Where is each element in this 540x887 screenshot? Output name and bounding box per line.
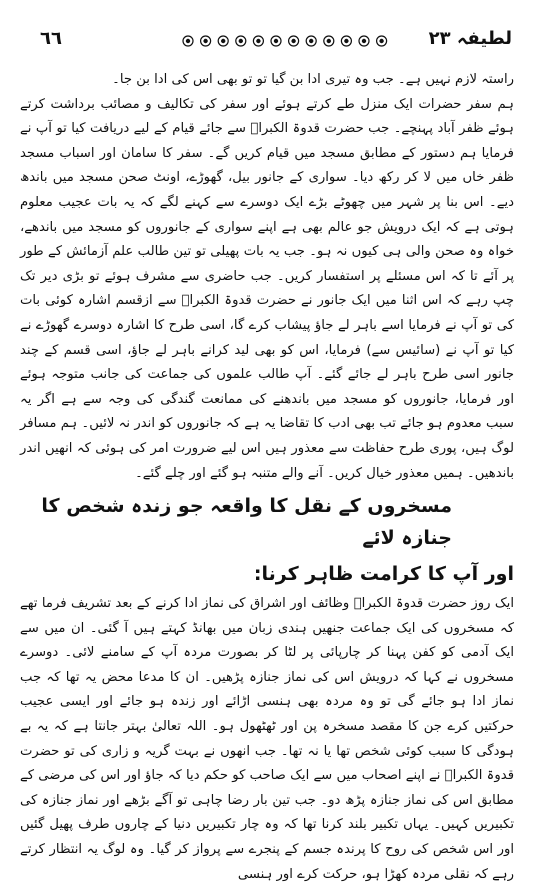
ornament-dot	[292, 39, 295, 42]
ornament-dot	[274, 39, 277, 42]
page-number: ٦٦	[40, 28, 62, 49]
paragraph-2: ہم سفر حضرات ایک منزل طے کرتے ہوئے اور سفر کی تکالیف و مصائب برداشت کرتے ہوئے ظفر آباد پہنچے۔ جب حضرت قدوۃ الکبراؒ سے جائے قیام کے لیے دریافت کیا تو آپ نے فرمایا ہم دستور کے مطابق مسجد میں قیام کریں گے۔ سفر کا سامان اور اسباب مسجد ظفر خاں میں لا کر رکھ دیا۔ سواری کے جانور بیل، گھوڑے، اونٹ صحن مسجد میں باندھ دیے۔ اس بنا پر شہر میں چھوٹے بڑے ایک دوسرے سے کہنے لگے کہ یہ بات عجیب معلوم ہوتی ہے کہ ایک درویش جو عالم بھی ہے اپنے سواری کے جانوروں کو مسجد میں باندھے، خواہ وہ صحن والی ہی کیوں نہ ہو۔ جب یہ بات پھیلی تو تین طالب علم آزمائش کے طور پر آئے تا کہ اس مسئلے پر استفسار کریں۔ جب حاضری سے مشرف ہوئے تو بڑی دیر تک چپ رہے کہ اس اثنا میں ایک جانور نے حضرت قدوۃ الکبراؒ سے ازقسم اشارہ کوئی بات کی تو آپ نے فرمایا اسے باہر لے جاؤ پیشاب کرے گا، اسی طرح کا اشارہ دوسرے گھوڑے نے کیا تو آپ نے (سائیس سے) فرمایا، اس کو بھی لید کرانے باہر لے جاؤ، اسی قسم کے چند جانور اسی طرح باہر لے جائے گئے۔ آپ طالب علموں کی جماعت کی جانب متوجہ ہوئے اور فرمایا، جانوروں کو مسجد میں باندھنے کی ممانعت گندگی کی وجہ سے ہے اگر یہ سبب معدوم ہو جائے تب بھی ادب کا تقاضا یہ ہے کہ جانوروں کو اندر نہ لائیں۔ ہم مسافر لوگ ہیں، پوری طرح حفاظت سے معذور ہیں اس لیے ضرورت امر کی ہوئی کہ انھیں اندر باندھیں۔ ہمیں معذور خیال کریں۔ آنے والے متنبہ ہو گئے اور چلے گئے۔	[20, 96, 514, 481]
ornament-border	[180, 34, 390, 48]
body-text	[20, 68, 514, 486]
ornament-dot	[186, 39, 189, 42]
section-heading: مسخروں کے نقل کا واقعہ جو زندہ شخص کا جنازہ لائے	[41, 495, 452, 550]
ornament-dot	[257, 39, 260, 42]
chapter-title: لطیفہ ۲۳	[428, 28, 512, 49]
ornament-dot	[310, 39, 313, 42]
paragraph-3: ایک روز حضرت قدوۃ الکبراؒ وظائف اور اشراق کی نماز ادا کرنے کے بعد تشریف فرما تھے کہ مسخروں کی ایک جماعت جنھیں ہندی زبان میں بھانڈ کہتے ہیں آ گئی۔ ان میں سے ایک آدمی کو کفن پہنا کر چارپائی پر لٹا کر بصورت مردہ آپ کے سامنے لائی۔ دوسرے مسخروں نے کہا کہ درویش اس کی نماز جنازہ پڑھیں۔ ان کا مدعا محض یہ تھا کہ جب نماز ادا ہو جائے گی تو وہ مردہ بھی ہنسی اڑائے اور زندہ ہو جائے اور ایسی عجیب حرکتیں کرے جن کا مقصد مسخرہ پن اور ٹھٹھول ہو۔ اللہ تعالیٰ بہتر جانتا ہے کہ یہ بے ہودگی کا سبب کوئی شخص تھا یا نہ تھا۔ جب انھوں نے بہت گریہ و زاری کی تو حضرت قدوۃ الکبراؒ نے اپنے اصحاب میں سے ایک صاحب کو حکم دیا کہ جاؤ اور اس کی مرضی کے مطابق اس کی نماز جنازہ پڑھ دو۔ جب تین بار رضا چاہی تو آگے بڑھے اور نماز جنازہ کی تکبیریں کہیں۔ یہاں تکبیر بلند کرنا تھا کہ وہ چار تکبیریں دنیا کے چاروں طرف پھیل گئیں اور اس شخص کی روح کا پرندہ جسم کے پنجرے سے پرواز کر گیا۔ وہ لوگ یہ انتظار کرتے رہے کہ نقلی مردہ کھڑا ہو، حرکت کرے اور ہنسی	[20, 596, 514, 882]
ornament-dot	[204, 39, 207, 42]
section-subheading: اور آپ کا کرامت ظاہر کرنا:	[253, 563, 514, 586]
paragraph-1: راستہ لازم نہیں ہے۔ جب وہ تیری ادا بن گیا تو تو بھی اس کی ادا بن جا۔	[112, 72, 514, 87]
ornament-dot	[222, 39, 225, 42]
ornament-dot	[345, 39, 348, 42]
ornament-dot	[239, 39, 242, 42]
page-header	[20, 28, 514, 52]
body-text-2	[20, 592, 514, 887]
ornament-dot	[362, 39, 365, 42]
ornament-dot	[380, 39, 383, 42]
ornament-dot	[327, 39, 330, 42]
